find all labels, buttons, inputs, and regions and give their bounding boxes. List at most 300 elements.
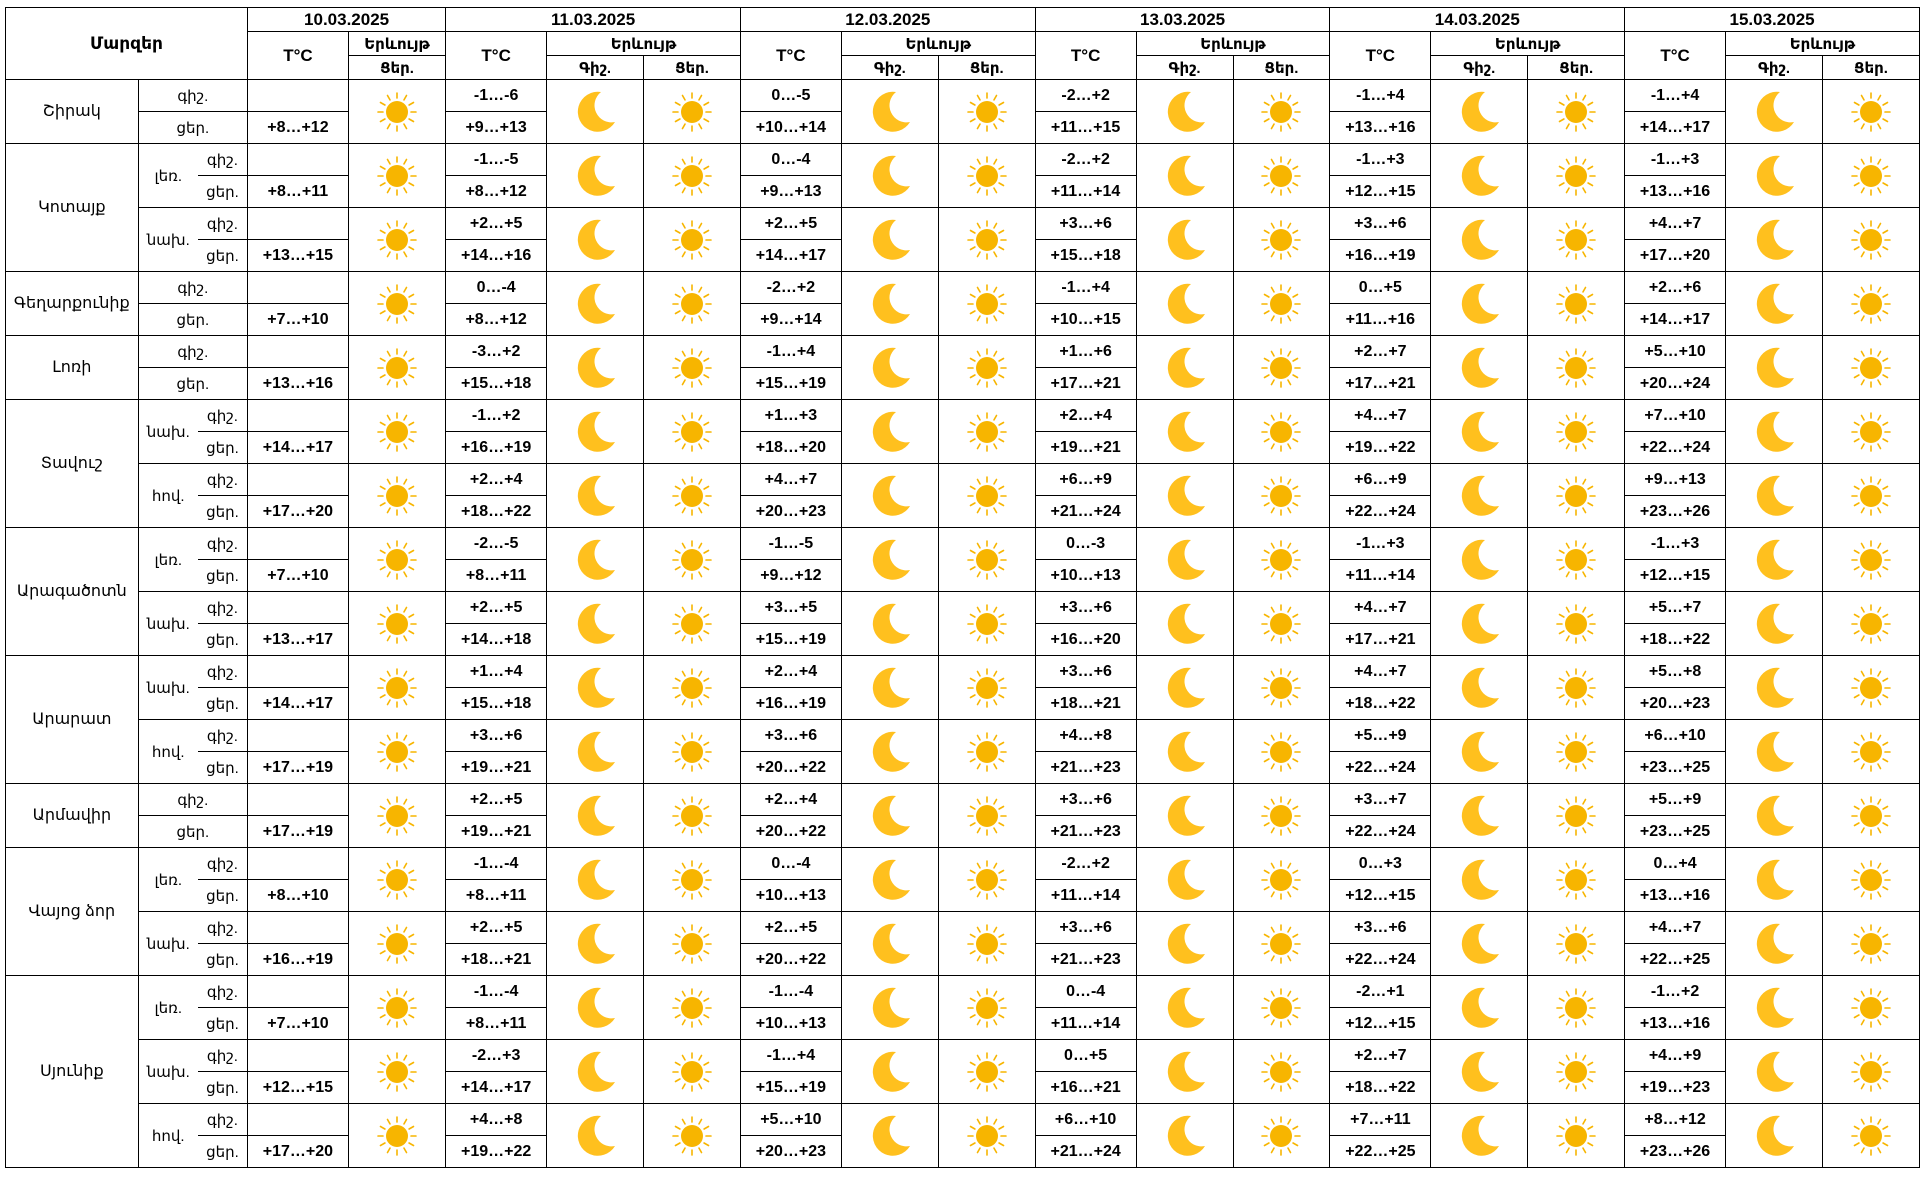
- day-cell: [1528, 464, 1625, 528]
- day-cell: [1528, 784, 1625, 848]
- moon-icon: [547, 1048, 643, 1096]
- moon-icon: [1726, 792, 1822, 840]
- temperature-cell: +12…+15: [1330, 1008, 1431, 1040]
- moon-icon: [547, 984, 643, 1032]
- moon-icon: [1726, 600, 1822, 648]
- temperature-cell: +11…+15: [1035, 112, 1136, 144]
- day-cell: [938, 912, 1035, 976]
- sun-icon: [1234, 220, 1330, 260]
- temperature-cell: +17…+19: [248, 816, 349, 848]
- region-name: Արագածոտն: [6, 528, 139, 656]
- temperature-cell: +22…+24: [1330, 816, 1431, 848]
- temperature-cell: +15…+19: [740, 624, 841, 656]
- day-cell: [1823, 528, 1920, 592]
- time-label: ցեր.: [198, 752, 248, 784]
- temperature-cell: +16…+21: [1035, 1072, 1136, 1104]
- moon-icon: [1431, 1048, 1527, 1096]
- night-cell: [1431, 784, 1528, 848]
- moon-icon: [842, 1048, 938, 1096]
- moon-icon: [842, 728, 938, 776]
- day-cell: [938, 848, 1035, 912]
- temperature-cell: +20…+23: [1625, 688, 1726, 720]
- day-cell: [1823, 464, 1920, 528]
- temperature-cell: +5…+10: [740, 1104, 841, 1136]
- night-cell: [547, 1104, 644, 1168]
- day-header: Ցեր.: [938, 56, 1035, 80]
- zone-label: նախ.: [138, 1040, 198, 1104]
- day-cell: [1233, 1040, 1330, 1104]
- sun-icon: [644, 988, 740, 1028]
- temperature-cell: +13…+16: [1625, 1008, 1726, 1040]
- sun-icon: [939, 476, 1035, 516]
- region-name: Կոտայք: [6, 144, 139, 272]
- temperature-cell: +21…+24: [1035, 496, 1136, 528]
- temperature-cell: +5…+7: [1625, 592, 1726, 624]
- temperature-cell: [248, 1104, 349, 1136]
- day-cell: [1823, 720, 1920, 784]
- sun-icon: [1528, 540, 1624, 580]
- day-cell: [644, 976, 741, 1040]
- moon-icon: [1431, 920, 1527, 968]
- night-cell: [1725, 80, 1822, 144]
- temp-header: T°C: [248, 32, 349, 80]
- day-cell: [938, 272, 1035, 336]
- night-cell: [1136, 336, 1233, 400]
- night-cell: [841, 464, 938, 528]
- sun-icon: [1528, 220, 1624, 260]
- sun-icon: [349, 1116, 445, 1156]
- date-header: 14.03.2025: [1330, 8, 1625, 32]
- table-row: [6, 912, 1920, 944]
- time-label: գիշ.: [198, 528, 248, 560]
- temperature-cell: +1…+3: [740, 400, 841, 432]
- day-cell: [1823, 208, 1920, 272]
- day-cell: [348, 336, 445, 400]
- temperature-cell: +9…+12: [740, 560, 841, 592]
- temperature-cell: +23…+25: [1625, 752, 1726, 784]
- phenomenon-header: Երևույթ: [348, 32, 445, 56]
- day-cell: [1528, 912, 1625, 976]
- day-cell: [348, 848, 445, 912]
- temperature-cell: [248, 720, 349, 752]
- night-cell: [841, 1104, 938, 1168]
- night-cell: [841, 272, 938, 336]
- day-cell: [1528, 208, 1625, 272]
- moon-icon: [1137, 920, 1233, 968]
- temperature-cell: [248, 208, 349, 240]
- temperature-cell: +8…+11: [446, 880, 547, 912]
- time-label: գիշ.: [138, 272, 247, 304]
- sun-icon: [939, 540, 1035, 580]
- table-row: [6, 144, 1920, 176]
- day-cell: [938, 1104, 1035, 1168]
- temperature-cell: [248, 400, 349, 432]
- temperature-cell: +3…+6: [1330, 912, 1431, 944]
- sun-icon: [644, 156, 740, 196]
- temperature-cell: 0…-4: [740, 848, 841, 880]
- temperature-cell: +5…+8: [1625, 656, 1726, 688]
- moon-icon: [547, 728, 643, 776]
- region-name: Շիրակ: [6, 80, 139, 144]
- moon-icon: [1726, 664, 1822, 712]
- temperature-cell: +22…+25: [1330, 1136, 1431, 1168]
- table-row: [6, 272, 1920, 304]
- day-header: Ցեր.: [348, 56, 445, 80]
- night-header: Գիշ.: [547, 56, 644, 80]
- sun-icon: [349, 412, 445, 452]
- sun-icon: [939, 412, 1035, 452]
- moon-icon: [842, 984, 938, 1032]
- moon-icon: [1726, 472, 1822, 520]
- sun-icon: [1823, 476, 1919, 516]
- time-label: գիշ.: [198, 400, 248, 432]
- temperature-cell: [248, 784, 349, 816]
- day-cell: [348, 720, 445, 784]
- day-cell: [1823, 848, 1920, 912]
- temperature-cell: +3…+6: [1035, 784, 1136, 816]
- temperature-cell: +17…+19: [248, 752, 349, 784]
- zone-label: նախ.: [138, 400, 198, 464]
- temperature-cell: +13…+16: [248, 368, 349, 400]
- temperature-cell: 0…-4: [446, 272, 547, 304]
- night-cell: [1725, 336, 1822, 400]
- temperature-cell: +18…+22: [446, 496, 547, 528]
- temperature-cell: +12…+15: [1625, 560, 1726, 592]
- moon-icon: [1137, 792, 1233, 840]
- temperature-cell: +20…+23: [740, 1136, 841, 1168]
- day-cell: [1233, 464, 1330, 528]
- temperature-cell: +11…+14: [1330, 560, 1431, 592]
- moon-icon: [1726, 152, 1822, 200]
- temperature-cell: +3…+6: [446, 720, 547, 752]
- temperature-cell: +13…+16: [1330, 112, 1431, 144]
- temperature-cell: +18…+20: [740, 432, 841, 464]
- temperature-cell: +14…+17: [446, 1072, 547, 1104]
- night-cell: [1725, 144, 1822, 208]
- day-cell: [644, 336, 741, 400]
- time-label: գիշ.: [138, 336, 247, 368]
- region-name: Լոռի: [6, 336, 139, 400]
- moon-icon: [1431, 472, 1527, 520]
- temperature-cell: +23…+25: [1625, 816, 1726, 848]
- day-cell: [348, 464, 445, 528]
- region-name: Գեղարքունիք: [6, 272, 139, 336]
- temperature-cell: 0…-3: [1035, 528, 1136, 560]
- temperature-cell: +2…+5: [446, 912, 547, 944]
- temperature-cell: +1…+6: [1035, 336, 1136, 368]
- day-cell: [1823, 144, 1920, 208]
- table-row: [6, 976, 1920, 1008]
- table-row: [6, 784, 1920, 816]
- day-cell: [938, 80, 1035, 144]
- date-header: 11.03.2025: [446, 8, 741, 32]
- night-cell: [1136, 848, 1233, 912]
- temperature-cell: +19…+23: [1625, 1072, 1726, 1104]
- day-cell: [1233, 336, 1330, 400]
- day-cell: [644, 784, 741, 848]
- temperature-cell: +5…+9: [1330, 720, 1431, 752]
- moon-icon: [1431, 344, 1527, 392]
- sun-icon: [349, 348, 445, 388]
- moon-icon: [1726, 920, 1822, 968]
- temperature-cell: -1…+3: [1625, 528, 1726, 560]
- temperature-cell: +3…+6: [1035, 592, 1136, 624]
- sun-icon: [1823, 156, 1919, 196]
- date-header: 13.03.2025: [1035, 8, 1330, 32]
- temperature-cell: -1…+2: [1625, 976, 1726, 1008]
- zone-label: հով.: [138, 720, 198, 784]
- temperature-cell: [248, 1040, 349, 1072]
- temperature-cell: -1…-4: [446, 976, 547, 1008]
- temperature-cell: [248, 464, 349, 496]
- temperature-cell: +8…+12: [1625, 1104, 1726, 1136]
- table-row: [6, 1104, 1920, 1136]
- moon-icon: [842, 600, 938, 648]
- day-cell: [1823, 1040, 1920, 1104]
- temperature-cell: +19…+22: [446, 1136, 547, 1168]
- temperature-cell: +10…+13: [740, 880, 841, 912]
- day-cell: [1528, 592, 1625, 656]
- phenomenon-header: Երևույթ: [1431, 32, 1625, 56]
- moon-icon: [1726, 216, 1822, 264]
- moon-icon: [842, 280, 938, 328]
- sun-icon: [1234, 284, 1330, 324]
- moon-icon: [1431, 856, 1527, 904]
- sun-icon: [644, 604, 740, 644]
- time-label: ցեր.: [198, 1072, 248, 1104]
- temperature-cell: +19…+21: [1035, 432, 1136, 464]
- sun-icon: [644, 1052, 740, 1092]
- day-cell: [644, 848, 741, 912]
- temperature-cell: +2…+4: [740, 656, 841, 688]
- sun-icon: [644, 1116, 740, 1156]
- zone-label: նախ.: [138, 208, 198, 272]
- moon-icon: [842, 344, 938, 392]
- night-cell: [1431, 1040, 1528, 1104]
- moon-icon: [547, 600, 643, 648]
- sun-icon: [1528, 924, 1624, 964]
- moon-icon: [1137, 472, 1233, 520]
- temperature-cell: +18…+22: [1625, 624, 1726, 656]
- night-cell: [1431, 464, 1528, 528]
- night-cell: [547, 1040, 644, 1104]
- temperature-cell: +4…+8: [446, 1104, 547, 1136]
- temperature-cell: +2…+5: [740, 912, 841, 944]
- temperature-cell: +19…+22: [1330, 432, 1431, 464]
- time-label: ցեր.: [198, 496, 248, 528]
- day-cell: [938, 592, 1035, 656]
- day-cell: [348, 80, 445, 144]
- temperature-cell: +4…+9: [1625, 1040, 1726, 1072]
- moon-icon: [547, 472, 643, 520]
- temperature-cell: +20…+23: [740, 496, 841, 528]
- moon-icon: [547, 792, 643, 840]
- zone-label: նախ.: [138, 656, 198, 720]
- sun-icon: [939, 92, 1035, 132]
- night-cell: [1431, 336, 1528, 400]
- temperature-cell: +20…+22: [740, 752, 841, 784]
- temperature-cell: +18…+22: [1330, 688, 1431, 720]
- temperature-cell: +17…+21: [1035, 368, 1136, 400]
- night-cell: [547, 336, 644, 400]
- day-cell: [1233, 528, 1330, 592]
- day-cell: [1233, 976, 1330, 1040]
- temperature-cell: +23…+26: [1625, 1136, 1726, 1168]
- time-label: ցեր.: [198, 1008, 248, 1040]
- moon-icon: [1726, 984, 1822, 1032]
- moon-icon: [842, 216, 938, 264]
- day-cell: [1233, 784, 1330, 848]
- table-row: [6, 656, 1920, 688]
- night-cell: [1136, 784, 1233, 848]
- temperature-cell: +4…+7: [1330, 400, 1431, 432]
- temperature-cell: +10…+13: [740, 1008, 841, 1040]
- temperature-cell: +16…+19: [446, 432, 547, 464]
- day-cell: [1233, 272, 1330, 336]
- night-cell: [1725, 400, 1822, 464]
- temperature-cell: +20…+22: [740, 816, 841, 848]
- temperature-cell: +13…+16: [1625, 176, 1726, 208]
- temperature-cell: +2…+4: [740, 784, 841, 816]
- sun-icon: [1234, 924, 1330, 964]
- moon-icon: [842, 664, 938, 712]
- temperature-cell: +9…+13: [446, 112, 547, 144]
- sun-icon: [1823, 860, 1919, 900]
- sun-icon: [1528, 284, 1624, 324]
- temperature-cell: +13…+15: [248, 240, 349, 272]
- temperature-cell: +15…+19: [740, 1072, 841, 1104]
- time-label: գիշ.: [198, 976, 248, 1008]
- sun-icon: [1234, 348, 1330, 388]
- temperature-cell: +9…+13: [740, 176, 841, 208]
- temperature-cell: -1…-5: [446, 144, 547, 176]
- day-cell: [348, 272, 445, 336]
- day-cell: [348, 1040, 445, 1104]
- temperature-cell: +3…+6: [1035, 912, 1136, 944]
- night-cell: [1431, 976, 1528, 1040]
- temperature-cell: +11…+14: [1035, 880, 1136, 912]
- sun-icon: [644, 732, 740, 772]
- sun-icon: [939, 668, 1035, 708]
- day-cell: [348, 400, 445, 464]
- day-cell: [644, 912, 741, 976]
- time-label: գիշ.: [138, 784, 247, 816]
- night-cell: [1431, 592, 1528, 656]
- sun-icon: [1528, 412, 1624, 452]
- night-cell: [547, 912, 644, 976]
- temperature-cell: +3…+6: [1035, 656, 1136, 688]
- moon-icon: [1431, 280, 1527, 328]
- moon-icon: [842, 1112, 938, 1160]
- zone-label: նախ.: [138, 592, 198, 656]
- temperature-cell: +3…+5: [740, 592, 841, 624]
- day-header: Ցեր.: [1528, 56, 1625, 80]
- night-cell: [1725, 1104, 1822, 1168]
- sun-icon: [939, 156, 1035, 196]
- temperature-cell: +15…+18: [446, 368, 547, 400]
- night-cell: [1725, 784, 1822, 848]
- temperature-cell: -1…-6: [446, 80, 547, 112]
- sun-icon: [939, 796, 1035, 836]
- temperature-cell: +14…+17: [1625, 112, 1726, 144]
- temperature-cell: +16…+20: [1035, 624, 1136, 656]
- temperature-cell: -1…+4: [1625, 80, 1726, 112]
- phenomenon-header: Երևույթ: [547, 32, 741, 56]
- temperature-cell: +4…+7: [1625, 208, 1726, 240]
- day-cell: [938, 400, 1035, 464]
- time-label: ցեր.: [138, 304, 247, 336]
- day-cell: [1528, 528, 1625, 592]
- night-cell: [841, 400, 938, 464]
- time-label: ցեր.: [138, 816, 247, 848]
- moon-icon: [1137, 152, 1233, 200]
- day-cell: [644, 1104, 741, 1168]
- temperature-cell: +8…+10: [248, 880, 349, 912]
- temperature-cell: +1…+4: [446, 656, 547, 688]
- moon-icon: [1431, 984, 1527, 1032]
- temperature-cell: -1…-4: [740, 976, 841, 1008]
- day-cell: [1823, 336, 1920, 400]
- time-label: ցեր.: [138, 368, 247, 400]
- sun-icon: [1823, 1116, 1919, 1156]
- day-cell: [1233, 720, 1330, 784]
- temp-header: T°C: [1035, 32, 1136, 80]
- sun-icon: [1823, 284, 1919, 324]
- night-cell: [841, 80, 938, 144]
- sun-icon: [349, 796, 445, 836]
- temperature-cell: 0…-4: [740, 144, 841, 176]
- temperature-cell: +3…+6: [1035, 208, 1136, 240]
- moon-icon: [547, 88, 643, 136]
- night-cell: [1725, 976, 1822, 1040]
- temperature-cell: +6…+9: [1035, 464, 1136, 496]
- temperature-cell: +10…+15: [1035, 304, 1136, 336]
- temperature-cell: +2…+6: [1625, 272, 1726, 304]
- temperature-cell: +22…+24: [1330, 944, 1431, 976]
- moon-icon: [1726, 728, 1822, 776]
- day-cell: [1233, 144, 1330, 208]
- moon-icon: [1137, 280, 1233, 328]
- night-cell: [841, 336, 938, 400]
- temperature-cell: +22…+24: [1625, 432, 1726, 464]
- temperature-cell: +20…+22: [740, 944, 841, 976]
- time-label: գիշ.: [198, 1040, 248, 1072]
- date-header: 15.03.2025: [1625, 8, 1920, 32]
- table-row: [6, 80, 1920, 112]
- sun-icon: [349, 860, 445, 900]
- night-cell: [1136, 80, 1233, 144]
- region-name: Արարատ: [6, 656, 139, 784]
- temperature-cell: +8…+11: [446, 560, 547, 592]
- sun-icon: [644, 284, 740, 324]
- night-cell: [841, 720, 938, 784]
- time-label: ցեր.: [138, 112, 247, 144]
- day-cell: [1823, 592, 1920, 656]
- night-cell: [1136, 272, 1233, 336]
- header-row-dates: [6, 8, 1920, 32]
- sun-icon: [939, 924, 1035, 964]
- temperature-cell: +13…+16: [1625, 880, 1726, 912]
- temperature-cell: +14…+17: [1625, 304, 1726, 336]
- night-cell: [1431, 720, 1528, 784]
- sun-icon: [1823, 92, 1919, 132]
- temperature-cell: -1…+3: [1330, 144, 1431, 176]
- moon-icon: [1137, 536, 1233, 584]
- table-row: [6, 464, 1920, 496]
- temperature-cell: +8…+11: [248, 176, 349, 208]
- temperature-cell: +17…+20: [1625, 240, 1726, 272]
- day-cell: [1233, 656, 1330, 720]
